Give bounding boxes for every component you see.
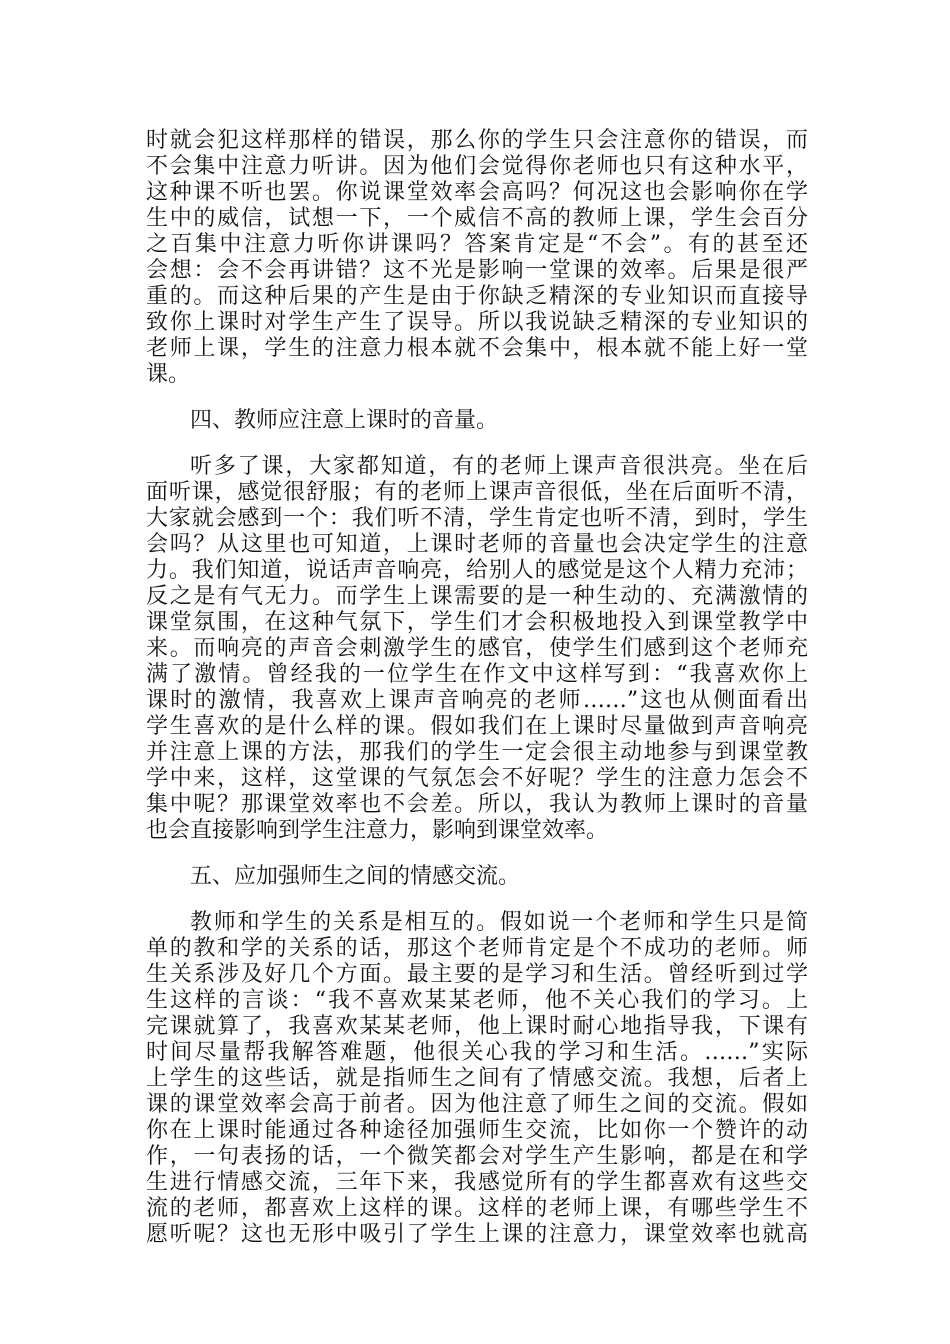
text-line: 学中来，这样，这堂课的气氛怎会不好呢？学生的注意力怎会不: [146, 766, 808, 791]
text-line: 时间尽量帮我解答难题，他很关心我的学习和生活。……”实际: [146, 1040, 808, 1065]
text-line: 时就会犯这样那样的错误，那么你的学生只会注意你的错误，而: [146, 128, 808, 153]
text-line: 生中的威信，试想一下，一个威信不高的教师上课，学生会百分: [146, 206, 808, 231]
text-line: 课时的激情，我喜欢上课声音响亮的老师……”这也从侧面看出: [146, 688, 808, 713]
text-line: 会想：会不会再讲错？这不光是影响一堂课的效率。后果是很严: [146, 258, 808, 283]
text-line: 集中呢？那课堂效率也不会差。所以，我认为教师上课时的音量: [146, 792, 808, 817]
text-line: 满了激情。曾经我的一位学生在作文中这样写到：“我喜欢你上: [146, 662, 808, 687]
text-line: 你在上课时能通过各种途径加强师生交流，比如你一个赞许的动: [146, 1118, 808, 1143]
text-line: 学生喜欢的是什么样的课。假如我们在上课时尽量做到声音响亮: [146, 714, 808, 739]
section-volume-paragraph: [146, 454, 808, 844]
text-line: 面听课，感觉很舒服；有的老师上课声音很低，坐在后面听不清，: [146, 480, 808, 505]
text-line: 课的课堂效率会高于前者。因为他注意了师生之间的交流。假如: [146, 1092, 808, 1117]
text-line: 课堂氛围，在这种气氛下，学生们才会积极地投入到课堂教学中: [146, 610, 808, 635]
text-line: 力。我们知道，说话声音响亮，给别人的感觉是这个人精力充沛；: [146, 558, 808, 583]
section-exchange-paragraph: [146, 910, 808, 1248]
section-heading-emotional-exchange: 五、应加强师生之间的情感交流。: [190, 864, 521, 889]
section-heading-volume: 四、教师应注意上课时的音量。: [190, 408, 499, 433]
text-line: 流的老师，都喜欢上这样的课。这样的老师上课，有哪些学生不: [146, 1196, 808, 1221]
text-line: 上学生的这些话，就是指师生之间有了情感交流。我想，后者上: [146, 1066, 808, 1091]
text-line: 反之是有气无力。而学生上课需要的是一种生动的、充满激情的: [146, 584, 808, 609]
text-line: 生进行情感交流，三年下来，我感觉所有的学生都喜欢有这些交: [146, 1170, 808, 1195]
text-line: 课。: [146, 362, 191, 387]
text-line: 会吗？从这里也可知道，上课时老师的音量也会决定学生的注意: [146, 532, 808, 557]
text-line: 之百集中注意力听你讲课吗？答案肯定是“不会”。有的甚至还: [146, 232, 808, 257]
text-line: 生这样的言谈：“我不喜欢某某老师，他不关心我们的学习。上: [146, 988, 808, 1013]
text-line: 单的教和学的关系的话，那这个老师肯定是个不成功的老师。师: [146, 936, 808, 961]
text-line: 大家就会感到一个：我们听不清，学生肯定也听不清，到时，学生: [146, 506, 808, 531]
text-line: 并注意上课的方法，那我们的学生一定会很主动地参与到课堂教: [146, 740, 808, 765]
text-line: 不会集中注意力听讲。因为他们会觉得你老师也只有这种水平，: [146, 154, 808, 179]
text-line: 致你上课时对学生产生了误导。所以我说缺乏精深的专业知识的: [146, 310, 808, 335]
document-page: [146, 128, 808, 1248]
text-line: 完课就算了，我喜欢某某老师，他上课时耐心地指导我，下课有: [146, 1014, 808, 1039]
intro-paragraph: [146, 128, 808, 388]
text-line: 也会直接影响到学生注意力，影响到课堂效率。: [146, 818, 609, 843]
text-line: 这种课不听也罢。你说课堂效率会高吗？何况这也会影响你在学: [146, 180, 808, 205]
text-line: 作，一句表扬的话，一个微笑都会对学生产生影响，都是在和学: [146, 1144, 808, 1169]
text-line: 听多了课，大家都知道，有的老师上课声音很洪亮。坐在后: [190, 454, 808, 479]
text-line: 重的。而这种后果的产生是由于你缺乏精深的专业知识而直接导: [146, 284, 808, 309]
text-line: 老师上课，学生的注意力根本就不会集中，根本就不能上好一堂: [146, 336, 808, 361]
text-line: 生关系涉及好几个方面。最主要的是学习和生活。曾经听到过学: [146, 962, 808, 987]
text-line: 教师和学生的关系是相互的。假如说一个老师和学生只是简: [190, 910, 808, 935]
text-line: 来。而响亮的声音会刺激学生的感官，使学生们感到这个老师充: [146, 636, 808, 661]
text-line: 愿听呢？这也无形中吸引了学生上课的注意力，课堂效率也就高: [146, 1222, 808, 1247]
